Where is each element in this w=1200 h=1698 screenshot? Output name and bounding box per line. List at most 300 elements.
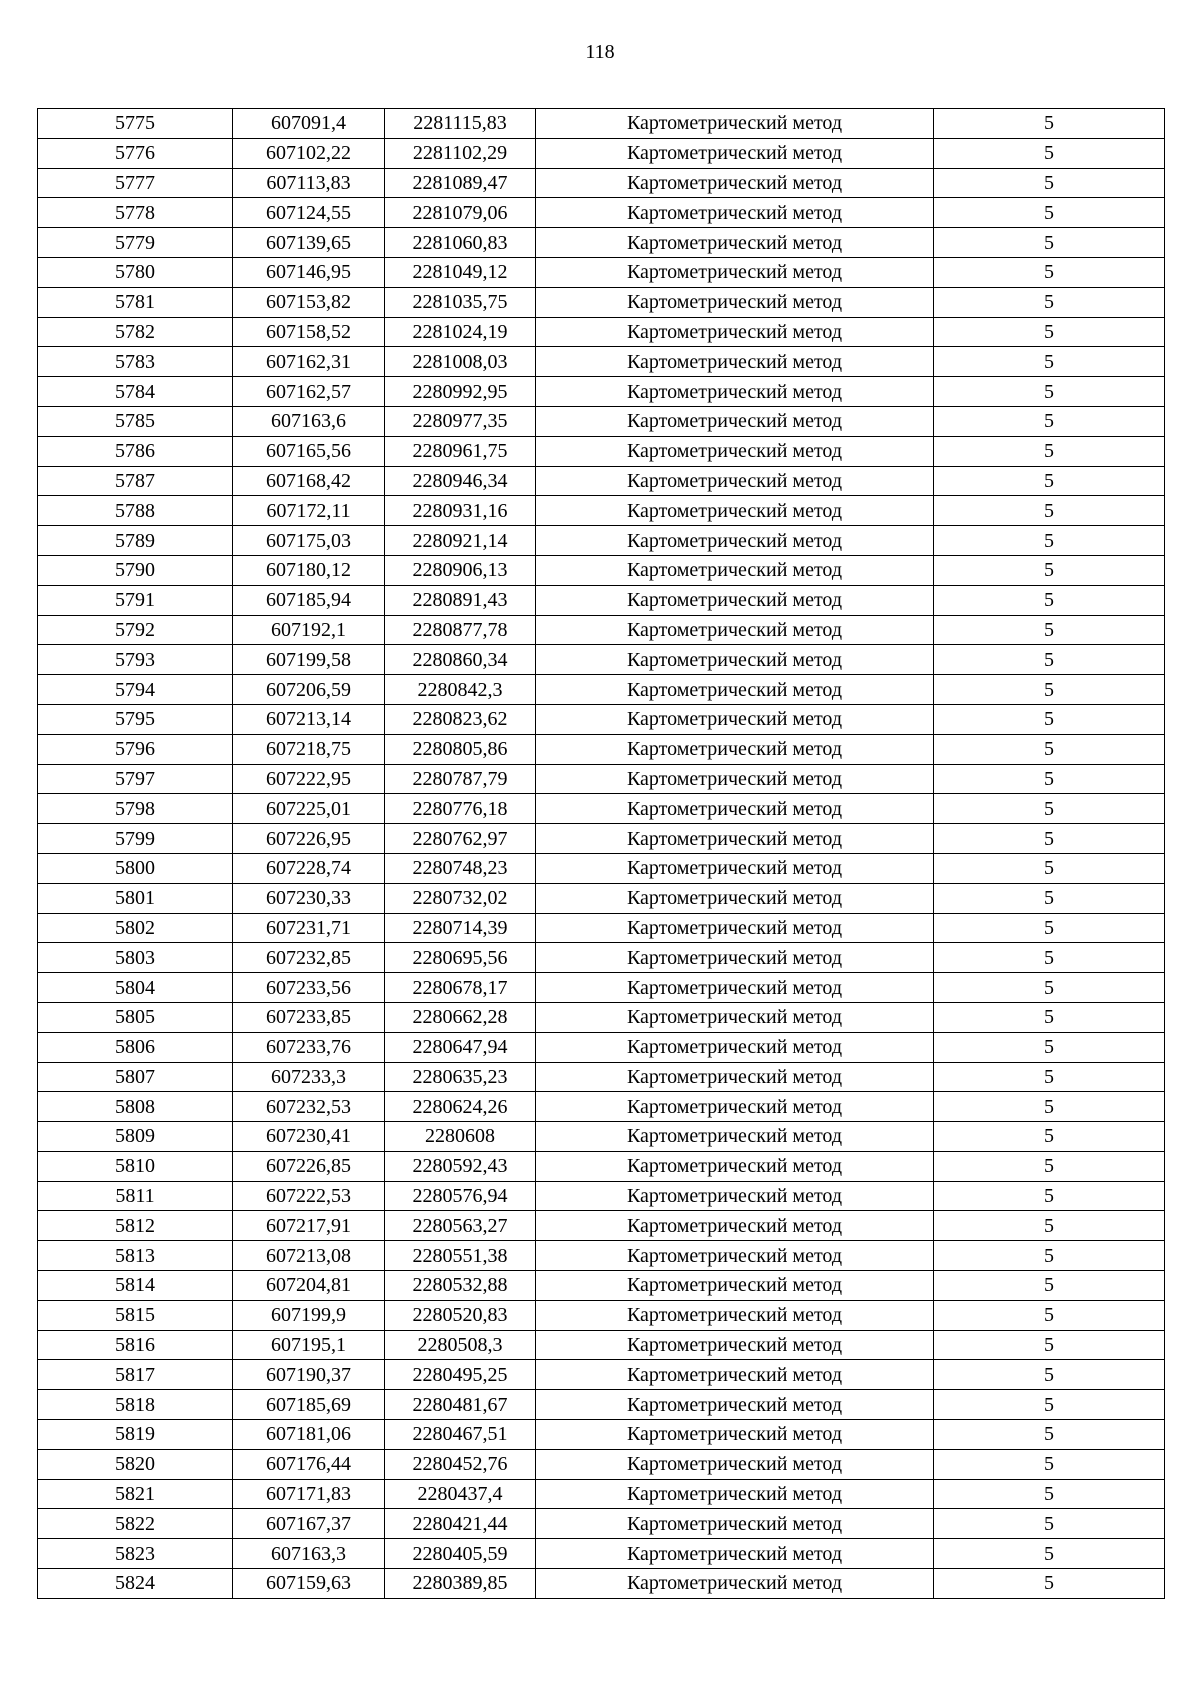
accuracy-cell: 5 xyxy=(934,377,1165,407)
y-coordinate-cell: 2280437,4 xyxy=(385,1479,536,1509)
x-coordinate-cell: 607153,82 xyxy=(233,287,385,317)
accuracy-cell: 5 xyxy=(934,347,1165,377)
x-coordinate-cell: 607091,4 xyxy=(233,109,385,139)
y-coordinate-cell: 2280532,88 xyxy=(385,1271,536,1301)
method-cell: Картометрический метод xyxy=(536,1569,934,1599)
x-coordinate-cell: 607192,1 xyxy=(233,615,385,645)
accuracy-cell: 5 xyxy=(934,1181,1165,1211)
y-coordinate-cell: 2281115,83 xyxy=(385,109,536,139)
accuracy-cell: 5 xyxy=(934,704,1165,734)
y-coordinate-cell: 2280931,16 xyxy=(385,496,536,526)
x-coordinate-cell: 607231,71 xyxy=(233,913,385,943)
table-row xyxy=(38,883,1165,913)
accuracy-cell: 5 xyxy=(934,585,1165,615)
y-coordinate-cell: 2280977,35 xyxy=(385,406,536,436)
x-coordinate-cell: 607165,56 xyxy=(233,436,385,466)
y-coordinate-cell: 2281049,12 xyxy=(385,257,536,287)
x-coordinate-cell: 607233,76 xyxy=(233,1032,385,1062)
table-row xyxy=(38,1211,1165,1241)
x-coordinate-cell: 607163,3 xyxy=(233,1539,385,1569)
table-row xyxy=(38,943,1165,973)
accuracy-cell: 5 xyxy=(934,764,1165,794)
point-number-cell: 5802 xyxy=(38,913,233,943)
y-coordinate-cell: 2280714,39 xyxy=(385,913,536,943)
table-row xyxy=(38,138,1165,168)
method-cell: Картометрический метод xyxy=(536,883,934,913)
method-cell: Картометрический метод xyxy=(536,824,934,854)
point-number-cell: 5791 xyxy=(38,585,233,615)
x-coordinate-cell: 607181,06 xyxy=(233,1420,385,1450)
point-number-cell: 5782 xyxy=(38,317,233,347)
point-number-cell: 5819 xyxy=(38,1420,233,1450)
method-cell: Картометрический метод xyxy=(536,466,934,496)
point-number-cell: 5808 xyxy=(38,1092,233,1122)
y-coordinate-cell: 2280576,94 xyxy=(385,1181,536,1211)
table-row xyxy=(38,228,1165,258)
point-number-cell: 5788 xyxy=(38,496,233,526)
y-coordinate-cell: 2280961,75 xyxy=(385,436,536,466)
x-coordinate-cell: 607226,95 xyxy=(233,824,385,854)
table-row xyxy=(38,198,1165,228)
table-row xyxy=(38,704,1165,734)
method-cell: Картометрический метод xyxy=(536,317,934,347)
method-cell: Картометрический метод xyxy=(536,109,934,139)
accuracy-cell: 5 xyxy=(934,1092,1165,1122)
x-coordinate-cell: 607226,85 xyxy=(233,1151,385,1181)
accuracy-cell: 5 xyxy=(934,1002,1165,1032)
x-coordinate-cell: 607199,9 xyxy=(233,1300,385,1330)
table-row xyxy=(38,913,1165,943)
method-cell: Картометрический метод xyxy=(536,496,934,526)
accuracy-cell: 5 xyxy=(934,1479,1165,1509)
y-coordinate-cell: 2281024,19 xyxy=(385,317,536,347)
table-row xyxy=(38,1360,1165,1390)
accuracy-cell: 5 xyxy=(934,1062,1165,1092)
point-number-cell: 5796 xyxy=(38,734,233,764)
y-coordinate-cell: 2280992,95 xyxy=(385,377,536,407)
method-cell: Картометрический метод xyxy=(536,1360,934,1390)
x-coordinate-cell: 607158,52 xyxy=(233,317,385,347)
y-coordinate-cell: 2280877,78 xyxy=(385,615,536,645)
point-number-cell: 5818 xyxy=(38,1390,233,1420)
y-coordinate-cell: 2280563,27 xyxy=(385,1211,536,1241)
y-coordinate-cell: 2280891,43 xyxy=(385,585,536,615)
x-coordinate-cell: 607167,37 xyxy=(233,1509,385,1539)
x-coordinate-cell: 607139,65 xyxy=(233,228,385,258)
table-row xyxy=(38,406,1165,436)
table-row xyxy=(38,1569,1165,1599)
x-coordinate-cell: 607185,94 xyxy=(233,585,385,615)
accuracy-cell: 5 xyxy=(934,1122,1165,1152)
method-cell: Картометрический метод xyxy=(536,1449,934,1479)
point-number-cell: 5806 xyxy=(38,1032,233,1062)
table-row xyxy=(38,1420,1165,1450)
table-row xyxy=(38,1092,1165,1122)
x-coordinate-cell: 607217,91 xyxy=(233,1211,385,1241)
method-cell: Картометрический метод xyxy=(536,585,934,615)
point-number-cell: 5812 xyxy=(38,1211,233,1241)
x-coordinate-cell: 607232,85 xyxy=(233,943,385,973)
table-row xyxy=(38,377,1165,407)
accuracy-cell: 5 xyxy=(934,198,1165,228)
table-row xyxy=(38,496,1165,526)
method-cell: Картометрический метод xyxy=(536,1330,934,1360)
method-cell: Картометрический метод xyxy=(536,138,934,168)
y-coordinate-cell: 2280946,34 xyxy=(385,466,536,496)
table-row xyxy=(38,1122,1165,1152)
point-number-cell: 5822 xyxy=(38,1509,233,1539)
method-cell: Картометрический метод xyxy=(536,1002,934,1032)
accuracy-cell: 5 xyxy=(934,1241,1165,1271)
method-cell: Картометрический метод xyxy=(536,764,934,794)
method-cell: Картометрический метод xyxy=(536,943,934,973)
method-cell: Картометрический метод xyxy=(536,853,934,883)
accuracy-cell: 5 xyxy=(934,138,1165,168)
y-coordinate-cell: 2280805,86 xyxy=(385,734,536,764)
point-number-cell: 5801 xyxy=(38,883,233,913)
accuracy-cell: 5 xyxy=(934,1211,1165,1241)
accuracy-cell: 5 xyxy=(934,317,1165,347)
coordinates-table-body xyxy=(38,109,1165,1599)
table-row xyxy=(38,1300,1165,1330)
method-cell: Картометрический метод xyxy=(536,1062,934,1092)
x-coordinate-cell: 607163,6 xyxy=(233,406,385,436)
x-coordinate-cell: 607230,41 xyxy=(233,1122,385,1152)
point-number-cell: 5787 xyxy=(38,466,233,496)
accuracy-cell: 5 xyxy=(934,913,1165,943)
x-coordinate-cell: 607204,81 xyxy=(233,1271,385,1301)
y-coordinate-cell: 2281089,47 xyxy=(385,168,536,198)
accuracy-cell: 5 xyxy=(934,1300,1165,1330)
y-coordinate-cell: 2280520,83 xyxy=(385,1300,536,1330)
accuracy-cell: 5 xyxy=(934,1420,1165,1450)
table-row xyxy=(38,109,1165,139)
point-number-cell: 5779 xyxy=(38,228,233,258)
accuracy-cell: 5 xyxy=(934,973,1165,1003)
table-row xyxy=(38,257,1165,287)
table-row xyxy=(38,1241,1165,1271)
point-number-cell: 5817 xyxy=(38,1360,233,1390)
y-coordinate-cell: 2280678,17 xyxy=(385,973,536,1003)
table-row xyxy=(38,585,1165,615)
table-row xyxy=(38,645,1165,675)
method-cell: Картометрический метод xyxy=(536,1151,934,1181)
method-cell: Картометрический метод xyxy=(536,406,934,436)
x-coordinate-cell: 607168,42 xyxy=(233,466,385,496)
point-number-cell: 5797 xyxy=(38,764,233,794)
y-coordinate-cell: 2280592,43 xyxy=(385,1151,536,1181)
method-cell: Картометрический метод xyxy=(536,794,934,824)
y-coordinate-cell: 2280732,02 xyxy=(385,883,536,913)
accuracy-cell: 5 xyxy=(934,1449,1165,1479)
y-coordinate-cell: 2280647,94 xyxy=(385,1032,536,1062)
accuracy-cell: 5 xyxy=(934,109,1165,139)
accuracy-cell: 5 xyxy=(934,675,1165,705)
x-coordinate-cell: 607222,53 xyxy=(233,1181,385,1211)
accuracy-cell: 5 xyxy=(934,436,1165,466)
point-number-cell: 5795 xyxy=(38,704,233,734)
x-coordinate-cell: 607190,37 xyxy=(233,1360,385,1390)
table-row xyxy=(38,347,1165,377)
point-number-cell: 5785 xyxy=(38,406,233,436)
y-coordinate-cell: 2280635,23 xyxy=(385,1062,536,1092)
accuracy-cell: 5 xyxy=(934,734,1165,764)
accuracy-cell: 5 xyxy=(934,1509,1165,1539)
point-number-cell: 5805 xyxy=(38,1002,233,1032)
x-coordinate-cell: 607228,74 xyxy=(233,853,385,883)
y-coordinate-cell: 2280921,14 xyxy=(385,526,536,556)
y-coordinate-cell: 2280906,13 xyxy=(385,555,536,585)
point-number-cell: 5776 xyxy=(38,138,233,168)
accuracy-cell: 5 xyxy=(934,645,1165,675)
method-cell: Картометрический метод xyxy=(536,973,934,1003)
y-coordinate-cell: 2280748,23 xyxy=(385,853,536,883)
point-number-cell: 5809 xyxy=(38,1122,233,1152)
y-coordinate-cell: 2281060,83 xyxy=(385,228,536,258)
accuracy-cell: 5 xyxy=(934,1360,1165,1390)
point-number-cell: 5815 xyxy=(38,1300,233,1330)
table-row xyxy=(38,1509,1165,1539)
method-cell: Картометрический метод xyxy=(536,1539,934,1569)
point-number-cell: 5783 xyxy=(38,347,233,377)
table-row xyxy=(38,1479,1165,1509)
x-coordinate-cell: 607172,11 xyxy=(233,496,385,526)
x-coordinate-cell: 607162,57 xyxy=(233,377,385,407)
table-row xyxy=(38,1330,1165,1360)
x-coordinate-cell: 607213,14 xyxy=(233,704,385,734)
table-row xyxy=(38,168,1165,198)
y-coordinate-cell: 2280662,28 xyxy=(385,1002,536,1032)
point-number-cell: 5799 xyxy=(38,824,233,854)
method-cell: Картометрический метод xyxy=(536,1241,934,1271)
table-row xyxy=(38,764,1165,794)
table-row xyxy=(38,794,1165,824)
y-coordinate-cell: 2280608 xyxy=(385,1122,536,1152)
point-number-cell: 5820 xyxy=(38,1449,233,1479)
x-coordinate-cell: 607232,53 xyxy=(233,1092,385,1122)
y-coordinate-cell: 2281035,75 xyxy=(385,287,536,317)
page-number: 118 xyxy=(585,41,615,63)
accuracy-cell: 5 xyxy=(934,1569,1165,1599)
x-coordinate-cell: 607225,01 xyxy=(233,794,385,824)
point-number-cell: 5811 xyxy=(38,1181,233,1211)
y-coordinate-cell: 2280823,62 xyxy=(385,704,536,734)
accuracy-cell: 5 xyxy=(934,853,1165,883)
method-cell: Картометрический метод xyxy=(536,615,934,645)
method-cell: Картометрический метод xyxy=(536,198,934,228)
coordinates-table xyxy=(37,108,1165,1599)
y-coordinate-cell: 2280762,97 xyxy=(385,824,536,854)
accuracy-cell: 5 xyxy=(934,406,1165,436)
accuracy-cell: 5 xyxy=(934,228,1165,258)
accuracy-cell: 5 xyxy=(934,1539,1165,1569)
x-coordinate-cell: 607233,3 xyxy=(233,1062,385,1092)
point-number-cell: 5803 xyxy=(38,943,233,973)
method-cell: Картометрический метод xyxy=(536,1211,934,1241)
table-row xyxy=(38,1539,1165,1569)
y-coordinate-cell: 2280776,18 xyxy=(385,794,536,824)
x-coordinate-cell: 607185,69 xyxy=(233,1390,385,1420)
x-coordinate-cell: 607195,1 xyxy=(233,1330,385,1360)
y-coordinate-cell: 2281102,29 xyxy=(385,138,536,168)
x-coordinate-cell: 607176,44 xyxy=(233,1449,385,1479)
accuracy-cell: 5 xyxy=(934,287,1165,317)
accuracy-cell: 5 xyxy=(934,526,1165,556)
method-cell: Картометрический метод xyxy=(536,704,934,734)
method-cell: Картометрический метод xyxy=(536,526,934,556)
table-row xyxy=(38,1449,1165,1479)
method-cell: Картометрический метод xyxy=(536,1032,934,1062)
method-cell: Картометрический метод xyxy=(536,1092,934,1122)
x-coordinate-cell: 607218,75 xyxy=(233,734,385,764)
y-coordinate-cell: 2280495,25 xyxy=(385,1360,536,1390)
accuracy-cell: 5 xyxy=(934,1390,1165,1420)
x-coordinate-cell: 607230,33 xyxy=(233,883,385,913)
x-coordinate-cell: 607175,03 xyxy=(233,526,385,556)
x-coordinate-cell: 607102,22 xyxy=(233,138,385,168)
point-number-cell: 5804 xyxy=(38,973,233,1003)
point-number-cell: 5813 xyxy=(38,1241,233,1271)
method-cell: Картометрический метод xyxy=(536,1181,934,1211)
accuracy-cell: 5 xyxy=(934,555,1165,585)
y-coordinate-cell: 2280452,76 xyxy=(385,1449,536,1479)
point-number-cell: 5790 xyxy=(38,555,233,585)
accuracy-cell: 5 xyxy=(934,794,1165,824)
point-number-cell: 5823 xyxy=(38,1539,233,1569)
table-row xyxy=(38,675,1165,705)
method-cell: Картометрический метод xyxy=(536,645,934,675)
x-coordinate-cell: 607146,95 xyxy=(233,257,385,287)
x-coordinate-cell: 607206,59 xyxy=(233,675,385,705)
x-coordinate-cell: 607199,58 xyxy=(233,645,385,675)
method-cell: Картометрический метод xyxy=(536,1479,934,1509)
accuracy-cell: 5 xyxy=(934,883,1165,913)
method-cell: Картометрический метод xyxy=(536,1271,934,1301)
table-row xyxy=(38,555,1165,585)
table-row xyxy=(38,466,1165,496)
accuracy-cell: 5 xyxy=(934,168,1165,198)
point-number-cell: 5775 xyxy=(38,109,233,139)
method-cell: Картометрический метод xyxy=(536,555,934,585)
point-number-cell: 5798 xyxy=(38,794,233,824)
method-cell: Картометрический метод xyxy=(536,1390,934,1420)
accuracy-cell: 5 xyxy=(934,257,1165,287)
point-number-cell: 5777 xyxy=(38,168,233,198)
point-number-cell: 5807 xyxy=(38,1062,233,1092)
point-number-cell: 5780 xyxy=(38,257,233,287)
y-coordinate-cell: 2280551,38 xyxy=(385,1241,536,1271)
x-coordinate-cell: 607113,83 xyxy=(233,168,385,198)
y-coordinate-cell: 2280508,3 xyxy=(385,1330,536,1360)
y-coordinate-cell: 2280421,44 xyxy=(385,1509,536,1539)
method-cell: Картометрический метод xyxy=(536,168,934,198)
point-number-cell: 5778 xyxy=(38,198,233,228)
y-coordinate-cell: 2280481,67 xyxy=(385,1390,536,1420)
x-coordinate-cell: 607171,83 xyxy=(233,1479,385,1509)
accuracy-cell: 5 xyxy=(934,1032,1165,1062)
accuracy-cell: 5 xyxy=(934,1151,1165,1181)
table-row xyxy=(38,1390,1165,1420)
method-cell: Картометрический метод xyxy=(536,257,934,287)
point-number-cell: 5800 xyxy=(38,853,233,883)
y-coordinate-cell: 2280405,59 xyxy=(385,1539,536,1569)
point-number-cell: 5810 xyxy=(38,1151,233,1181)
table-row xyxy=(38,1271,1165,1301)
accuracy-cell: 5 xyxy=(934,615,1165,645)
table-row xyxy=(38,615,1165,645)
method-cell: Картометрический метод xyxy=(536,675,934,705)
method-cell: Картометрический метод xyxy=(536,347,934,377)
table-row xyxy=(38,734,1165,764)
method-cell: Картометрический метод xyxy=(536,1420,934,1450)
point-number-cell: 5821 xyxy=(38,1479,233,1509)
table-row xyxy=(38,526,1165,556)
accuracy-cell: 5 xyxy=(934,496,1165,526)
x-coordinate-cell: 607222,95 xyxy=(233,764,385,794)
y-coordinate-cell: 2280842,3 xyxy=(385,675,536,705)
table-row xyxy=(38,1032,1165,1062)
table-row xyxy=(38,317,1165,347)
table-row xyxy=(38,1002,1165,1032)
point-number-cell: 5824 xyxy=(38,1569,233,1599)
y-coordinate-cell: 2281079,06 xyxy=(385,198,536,228)
point-number-cell: 5793 xyxy=(38,645,233,675)
accuracy-cell: 5 xyxy=(934,1330,1165,1360)
method-cell: Картометрический метод xyxy=(536,287,934,317)
x-coordinate-cell: 607162,31 xyxy=(233,347,385,377)
method-cell: Картометрический метод xyxy=(536,1509,934,1539)
method-cell: Картометрический метод xyxy=(536,377,934,407)
method-cell: Картометрический метод xyxy=(536,228,934,258)
x-coordinate-cell: 607233,85 xyxy=(233,1002,385,1032)
x-coordinate-cell: 607180,12 xyxy=(233,555,385,585)
y-coordinate-cell: 2280860,34 xyxy=(385,645,536,675)
y-coordinate-cell: 2280624,26 xyxy=(385,1092,536,1122)
y-coordinate-cell: 2281008,03 xyxy=(385,347,536,377)
table-row xyxy=(38,1062,1165,1092)
point-number-cell: 5786 xyxy=(38,436,233,466)
accuracy-cell: 5 xyxy=(934,1271,1165,1301)
method-cell: Картометрический метод xyxy=(536,913,934,943)
accuracy-cell: 5 xyxy=(934,466,1165,496)
point-number-cell: 5794 xyxy=(38,675,233,705)
y-coordinate-cell: 2280389,85 xyxy=(385,1569,536,1599)
table-row xyxy=(38,287,1165,317)
point-number-cell: 5792 xyxy=(38,615,233,645)
x-coordinate-cell: 607159,63 xyxy=(233,1569,385,1599)
table-row xyxy=(38,973,1165,1003)
method-cell: Картометрический метод xyxy=(536,734,934,764)
table-row xyxy=(38,1181,1165,1211)
y-coordinate-cell: 2280695,56 xyxy=(385,943,536,973)
point-number-cell: 5781 xyxy=(38,287,233,317)
x-coordinate-cell: 607233,56 xyxy=(233,973,385,1003)
y-coordinate-cell: 2280467,51 xyxy=(385,1420,536,1450)
y-coordinate-cell: 2280787,79 xyxy=(385,764,536,794)
point-number-cell: 5789 xyxy=(38,526,233,556)
x-coordinate-cell: 607213,08 xyxy=(233,1241,385,1271)
method-cell: Картометрический метод xyxy=(536,1300,934,1330)
x-coordinate-cell: 607124,55 xyxy=(233,198,385,228)
accuracy-cell: 5 xyxy=(934,943,1165,973)
table-row xyxy=(38,853,1165,883)
point-number-cell: 5784 xyxy=(38,377,233,407)
accuracy-cell: 5 xyxy=(934,824,1165,854)
table-row xyxy=(38,824,1165,854)
method-cell: Картометрический метод xyxy=(536,436,934,466)
method-cell: Картометрический метод xyxy=(536,1122,934,1152)
table-row xyxy=(38,1151,1165,1181)
